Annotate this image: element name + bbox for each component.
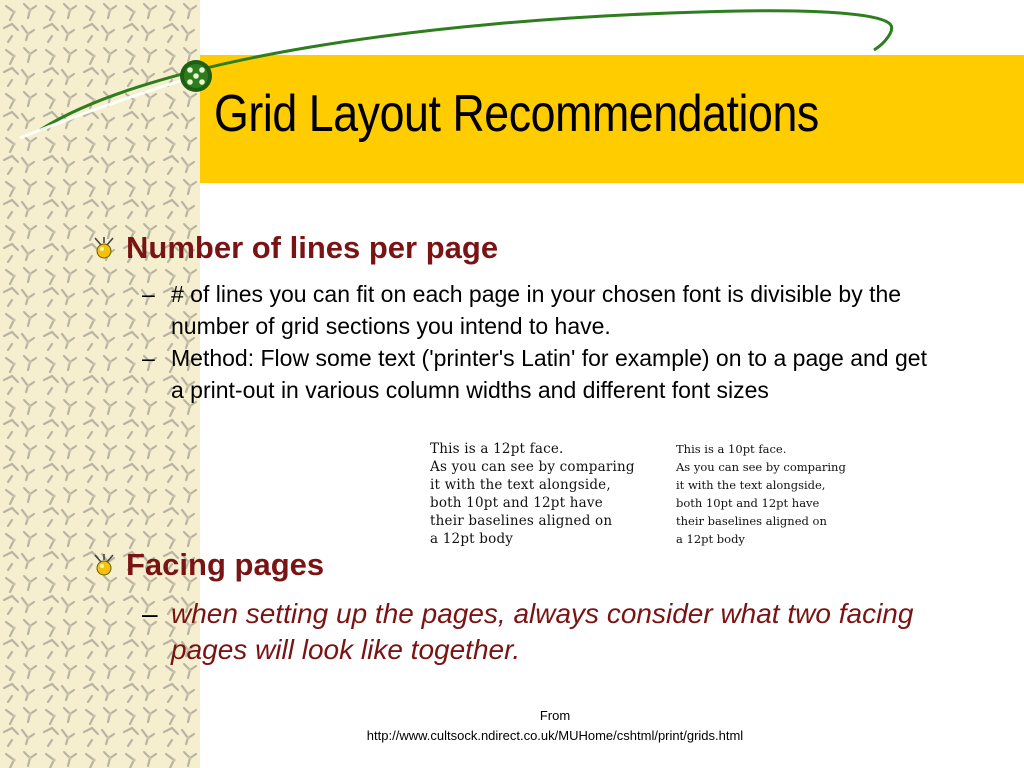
subitem-method xyxy=(142,342,942,406)
bulb-bullet-icon xyxy=(92,236,116,260)
bullet-text: Facing pages xyxy=(126,547,325,582)
bullet-number-of-lines xyxy=(92,230,498,266)
source-label: From xyxy=(539,708,571,723)
source-url: http://www.cultsock.ndirect.co.uk/MUHome/cshtml/print/grids.html xyxy=(366,728,744,743)
subitem-text: Method: Flow some text ('printer's Latin' for example) on to a page and get a print-out in various column widths and different font sizes xyxy=(171,345,927,403)
slide-title: Grid Layout Recommendations xyxy=(214,85,819,143)
sample-line: both 10pt and 12pt have xyxy=(430,495,603,511)
bullet-text: Number of lines per page xyxy=(126,230,499,265)
source-citation xyxy=(300,706,810,746)
subitem-text: when setting up the pages, always consider what two facing pages will look like together. xyxy=(171,598,914,665)
dash-marker: – xyxy=(142,281,155,307)
dash-marker: – xyxy=(142,598,158,629)
sample-line: both 10pt and 12pt have xyxy=(676,496,820,510)
sample-line: This is a 10pt face. xyxy=(676,442,787,456)
sample-10pt-column xyxy=(676,440,846,548)
sample-line: it with the text alongside, xyxy=(430,477,611,493)
dash-marker: – xyxy=(142,345,155,371)
subitem-facing-pages xyxy=(142,596,942,668)
subitem-text: # of lines you can fit on each page in your chosen font is divisible by the number of grid sections you intend to have. xyxy=(171,281,902,339)
sample-line: it with the text alongside, xyxy=(676,478,826,492)
sample-line: a 12pt body xyxy=(430,531,514,547)
sample-line: As you can see by comparing xyxy=(430,459,635,475)
bulb-bullet-icon xyxy=(92,553,116,577)
sample-line: a 12pt body xyxy=(676,532,745,546)
sample-line: This is a 12pt face. xyxy=(430,441,564,457)
sample-line: their baselines aligned on xyxy=(430,513,613,529)
sample-line: As you can see by comparing xyxy=(676,460,846,474)
subitem-lines-divisible xyxy=(142,278,942,342)
sample-line: their baselines aligned on xyxy=(676,514,827,528)
sample-12pt-column xyxy=(430,440,635,548)
font-sample-comparison xyxy=(428,440,878,555)
bullet-facing-pages xyxy=(92,547,324,583)
